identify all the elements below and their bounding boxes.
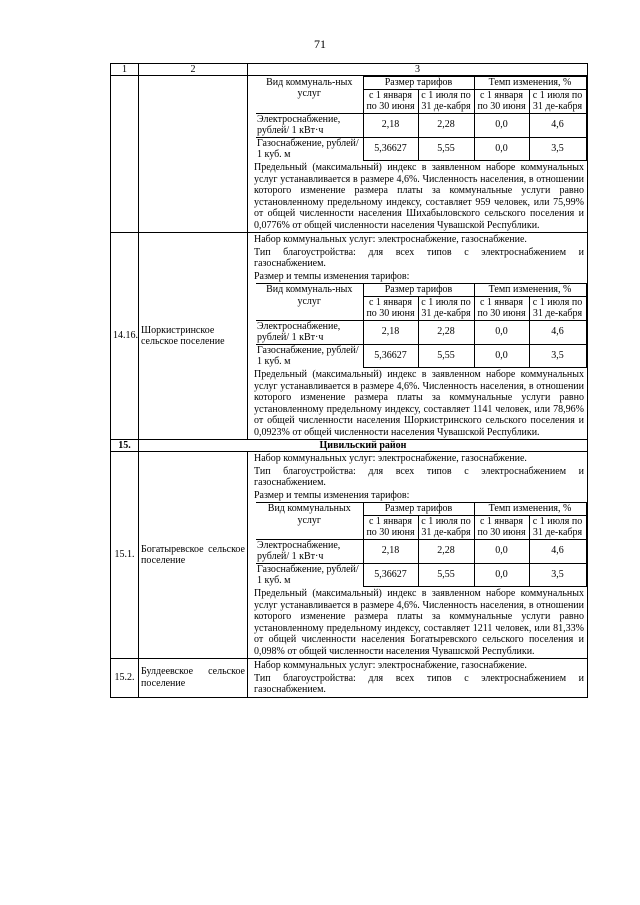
row-number: 15.2. [111, 659, 139, 698]
column-header-row [111, 64, 588, 76]
tariff-value: 2,18 [363, 113, 418, 137]
tariff-value: 5,55 [418, 344, 474, 368]
period-jan-jun: с 1 января по 30 июня [474, 89, 529, 113]
tariff-value: 5,36627 [363, 137, 418, 161]
rate-value: 3,5 [529, 344, 586, 368]
index-paragraph: Предельный (максимальный) индекс в заявленном наборе коммунальных услуг устанавливается в размере 4,6%. Численность населения, в отношении которого изменение размера платы за коммунальные услуги равно установленному предельному индексу, составляет 959 человек, или 75,99% от общей численности населения Шихабыловского сельского поселения и 0,0776% от общей численности населения Чувашской Республики. [254, 162, 584, 231]
rate-value: 0,0 [474, 320, 529, 344]
rate-value: 3,5 [529, 563, 586, 587]
gas-label: Газоснабжение, рублей/ 1 куб. м [256, 563, 363, 587]
period-jan-jun: с 1 января по 30 июня [363, 296, 418, 320]
tariff-value: 2,28 [418, 320, 474, 344]
improvement-type: Тип благоустройства: для всех типов с электроснабжением и газоснабжением. [254, 465, 584, 488]
tariff-size-header: Размер тарифов [363, 77, 474, 90]
period-jul-dec: с 1 июля по 31 де-кабря [529, 296, 586, 320]
section-row [111, 440, 588, 452]
improvement-type: Тип благоустройства: для всех типов с электроснабжением и газоснабжением. [254, 246, 584, 269]
row-number-empty [111, 76, 139, 233]
service-header: Вид коммунальных услуг [256, 503, 363, 540]
tariff-table [256, 76, 587, 161]
row-number: 14.16. [111, 233, 139, 440]
row-settlement [111, 659, 588, 698]
tariff-size-header: Размер тарифов [363, 284, 474, 297]
period-jul-dec: с 1 июля по 31 де-кабря [418, 515, 474, 539]
column-header-3: 3 [248, 64, 588, 76]
column-header-1: 1 [111, 64, 139, 76]
gas-label: Газоснабжение, рублей/ 1 куб. м [256, 137, 363, 161]
row-settlement [111, 233, 588, 440]
tariff-table [256, 283, 587, 368]
rate-value: 0,0 [474, 137, 529, 161]
rate-value: 0,0 [474, 344, 529, 368]
row-continuation [111, 76, 588, 233]
rate-value: 0,0 [474, 563, 529, 587]
period-jul-dec: с 1 июля по 31 де-кабря [529, 89, 586, 113]
row-content [248, 659, 588, 698]
rate-change-header: Темп изменения, % [474, 77, 586, 90]
column-header-2: 2 [139, 64, 248, 76]
tariff-document-table [110, 63, 588, 698]
tariff-value: 5,55 [418, 563, 474, 587]
period-jul-dec: с 1 июля по 31 де-кабря [418, 296, 474, 320]
row-content [248, 76, 588, 233]
settlement-name: Богатыревское сельское поселение [139, 452, 248, 659]
row-content [248, 452, 588, 659]
settlement-name: Шоркистринское сельское поселение [139, 233, 248, 440]
rate-value: 4,6 [529, 539, 586, 563]
electricity-label: Электроснабжение, рублей/ 1 кВт·ч [256, 320, 363, 344]
tariff-value: 5,55 [418, 137, 474, 161]
rate-value: 4,6 [529, 320, 586, 344]
tariff-size-header: Размер тарифов [363, 503, 474, 516]
tariff-sizes-label: Размер и темпы изменения тарифов: [254, 489, 410, 501]
period-jul-dec: с 1 июля по 31 де-кабря [418, 89, 474, 113]
services-set: Набор коммунальных услуг: электроснабжение, газоснабжение. [254, 453, 527, 464]
tariff-value: 2,18 [363, 539, 418, 563]
tariff-value: 5,36627 [363, 563, 418, 587]
period-jan-jun: с 1 января по 30 июня [363, 89, 418, 113]
period-jan-jun: с 1 января по 30 июня [474, 515, 529, 539]
row-settlement [111, 452, 588, 659]
tariff-value: 2,18 [363, 320, 418, 344]
tariff-sizes-label: Размер и темпы изменения тарифов: [254, 270, 410, 282]
rate-change-header: Темп изменения, % [474, 503, 586, 516]
rate-change-header: Темп изменения, % [474, 284, 586, 297]
row-name-empty [139, 76, 248, 233]
row-number: 15.1. [111, 452, 139, 659]
rate-value: 0,0 [474, 539, 529, 563]
section-number: 15. [111, 440, 139, 452]
tariff-value: 2,28 [418, 539, 474, 563]
index-paragraph: Предельный (максимальный) индекс в заявленном наборе коммунальных услуг устанавливается в размере 4,6%. Численность населения, в отношении которого изменение размера платы за коммунальные услуги равно установленному предельному индексу, составляет 1141 человек, или 78,96% от общей численности населения Шоркистринского сельского поселения и 0,0923% от общей численности населения Чувашской Республики. [254, 369, 584, 438]
tariff-value: 5,36627 [363, 344, 418, 368]
electricity-label: Электроснабжение, рублей/ 1 кВт·ч [256, 113, 363, 137]
electricity-label: Электроснабжение, рублей/ 1 кВт·ч [256, 539, 363, 563]
row-content [248, 233, 588, 440]
gas-label: Газоснабжение, рублей/ 1 куб. м [256, 344, 363, 368]
period-jul-dec: с 1 июля по 31 де-кабря [529, 515, 586, 539]
service-header: Вид коммуналь-ных услуг [256, 284, 363, 321]
tariff-table [256, 502, 587, 587]
page-number: 71 [314, 37, 326, 51]
period-jan-jun: с 1 января по 30 июня [363, 515, 418, 539]
services-set: Набор коммунальных услуг: электроснабжение, газоснабжение. [254, 234, 527, 245]
settlement-name: Булдеевское сельское поселение [139, 659, 248, 698]
index-paragraph: Предельный (максимальный) индекс в заявленном наборе коммунальных услуг устанавливается в размере 4,6%. Численность населения, в отношении которого изменение размера платы за коммунальные услуги равно установленному предельному индексу, составляет 1211 человек, или 81,33% от общей численности населения Богатыревского сельского поселения и 0,098% от общей численности населения Чувашской Республики. [254, 588, 584, 657]
rate-value: 0,0 [474, 113, 529, 137]
tariff-value: 2,28 [418, 113, 474, 137]
rate-value: 4,6 [529, 113, 586, 137]
section-title: Цивильский район [139, 440, 588, 452]
period-jan-jun: с 1 января по 30 июня [474, 296, 529, 320]
improvement-type: Тип благоустройства: для всех типов с электроснабжением и газоснабжением. [254, 672, 584, 695]
services-set: Набор коммунальных услуг: электроснабжение, газоснабжение. [254, 660, 527, 671]
rate-value: 3,5 [529, 137, 586, 161]
service-header: Вид коммуналь-ных услуг [256, 77, 363, 114]
